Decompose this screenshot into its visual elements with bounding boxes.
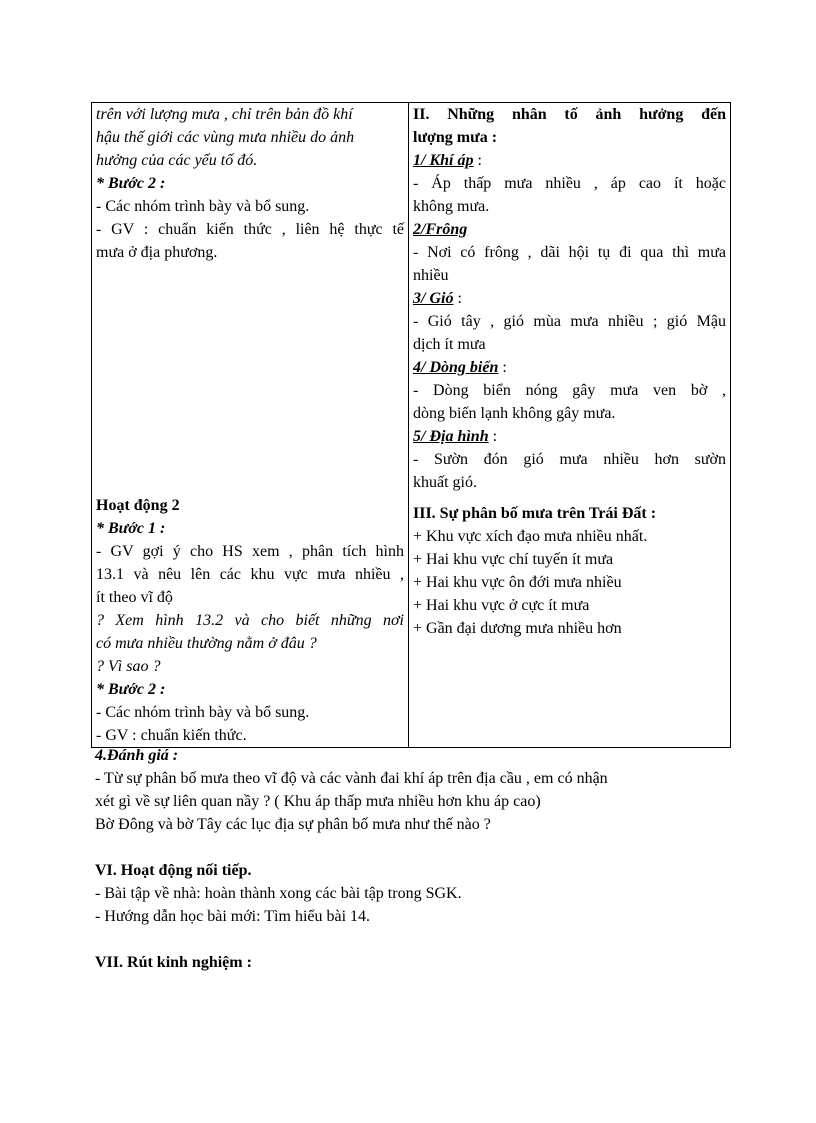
factor5-colon: : [488,428,498,445]
factor1-line: không mưa. [413,198,490,215]
factor5-line: - Sườn đón gió mưa nhiều hơn sườn [413,451,726,468]
factor3-colon: : [453,290,462,307]
step1-line: - GV gợi ý cho HS xem , phân tích hình [96,543,404,560]
section3-item: + Khu vực xích đạo mưa nhiều nhất. [413,528,648,545]
activity2-title: Hoạt động 2 [96,497,180,514]
step2-line: - Các nhóm trình bày và bổ sung. [96,198,310,215]
question-line: có mưa nhiều thường nằm ở đâu ? [96,635,317,652]
assessment-line: - Từ sự phân bố mưa theo vĩ độ và các vành đai khí áp trên địa cầu , em có nhận [95,770,608,787]
why-question: ? Vì sao ? [96,658,161,675]
factor3-line: - Gió tây , gió mùa mưa nhiều ; gió Mậu [413,313,726,330]
section3-item: + Hai khu vực ở cực ít mưa [413,597,590,614]
section3-item: + Gần đại dương mưa nhiều hơn [413,620,622,637]
step2-line: mưa ở địa phương. [96,244,218,261]
factor2-line: - Nơi có frông , dãi hội tụ đi qua thì mưa [413,244,726,261]
step2-line: - GV : chuẩn kiến thức , liên hệ thực tế [96,221,404,238]
factor3-title: 3/ Gió [413,290,454,307]
factor1-line: - Áp thấp mưa nhiều , áp cao ít hoặc [413,175,726,192]
factor3-line: dịch ít mưa [413,336,486,353]
section2-title: II. Những nhân tố ảnh hưởng đến [413,106,726,123]
section3-title: III. Sự phân bố mưa trên Trái Đất : [413,505,657,522]
factor1-colon: : [473,152,482,169]
step1-line: ít theo vĩ độ [96,589,173,606]
factor5-title: 5/ Địa hình [413,428,489,445]
step2b-line: - Các nhóm trình bày và bổ sung. [96,704,310,721]
factor4-title: 4/ Dòng biển [413,359,499,376]
followup-title: VI. Hoạt động nối tiếp. [95,862,252,879]
followup-line: - Bài tập về nhà: hoàn thành xong các bài tập trong SGK. [95,885,462,902]
section3-item: + Hai khu vực ôn đới mưa nhiều [413,574,622,591]
teacher-student-activity-column [92,103,409,748]
factor4-heading [413,356,726,379]
assessment-title: 4.Đánh giá : [95,747,179,764]
assessment-line: Bờ Đông và bờ Tây các lục địa sự phân bố mưa như thế nào ? [95,816,491,833]
section3-item: + Hai khu vực chí tuyến ít mưa [413,551,614,568]
section2-title: lượng mưa : [413,129,498,146]
lesson-table [91,102,731,748]
spacer [96,264,404,494]
followup-line: - Hướng dẫn học bài mới: Tìm hiểu bài 14. [95,908,371,925]
factor4-line: dòng biển lạnh không gây mưa. [413,405,616,422]
factor4-colon: : [498,359,507,376]
factor3-heading [413,287,726,310]
factor5-line: khuất gió. [413,474,477,491]
intro-line: trên với lượng mưa , chỉ trên bản đồ khí [96,106,353,123]
content-column [409,103,731,748]
factor2-line: nhiều [413,267,449,284]
intro-line: hưởng của các yếu tố đó. [96,152,258,169]
factor2-title: 2/Frông [413,221,468,238]
step2b-line: - GV : chuẩn kiến thức. [96,727,247,744]
question-line: ? Xem hình 13.2 và cho biết những nơi [96,612,404,629]
factor5-heading [413,425,726,448]
experience-title: VII. Rút kinh nghiệm : [95,954,252,971]
factor1-heading [413,149,726,172]
factor4-line: - Dòng biển nóng gây mưa ven bờ , [413,382,726,399]
assessment-line: xét gì về sự liên quan nầy ? ( Khu áp thấp mưa nhiều hơn khu áp cao) [95,793,541,810]
after-table-content [95,744,735,974]
step2-title: * Bước 2 : [96,175,166,192]
step2b-title: * Bước 2 : [96,681,166,698]
intro-line: hậu thế giới các vùng mưa nhiều do ảnh [96,129,355,146]
step1-title: * Bước 1 : [96,520,166,537]
step1-line: 13.1 và nêu lên các khu vực mưa nhiều , [96,566,404,583]
factor1-title: 1/ Khí áp [413,152,474,169]
spacer [413,494,726,502]
